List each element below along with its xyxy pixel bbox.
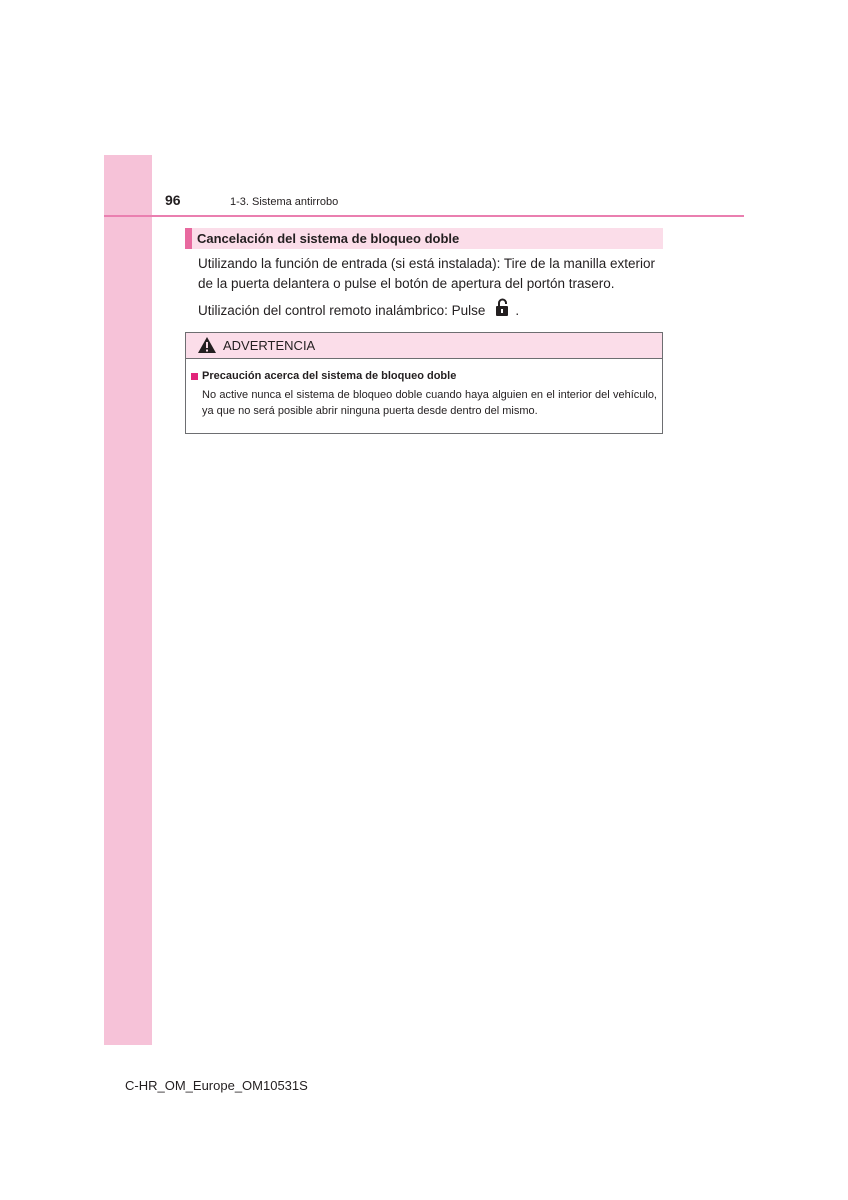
warning-header [186, 333, 662, 359]
page-number: 96 [165, 192, 181, 208]
section-title: Cancelación del sistema de bloqueo doble [197, 231, 460, 246]
header-divider [104, 215, 744, 217]
paragraph-remote-control [198, 298, 668, 323]
heading-accent [185, 228, 192, 249]
section-heading [185, 228, 663, 249]
warning-triangle-icon [197, 336, 217, 359]
warning-item-title: Precaución acerca del sistema de bloqueo doble [202, 370, 457, 382]
warning-box [185, 332, 663, 434]
document-code: C-HR_OM_Europe_OM10531S [125, 1078, 308, 1093]
warning-bullet [191, 373, 198, 380]
warning-item-text: No active nunca el sistema de bloqueo doble cuando haya alguien en el interior del vehículo, ya que no será posible abrir ninguna puerta desde dentro del mismo. [202, 389, 657, 417]
paragraph-remote-text: Utilización del control remoto inalámbrico: Pulse [198, 302, 486, 318]
unlock-icon [495, 298, 509, 323]
section-reference: 1-3. Sistema antirrobo [230, 196, 339, 208]
chapter-side-tab [104, 155, 152, 1045]
paragraph-remote-end: . [515, 302, 520, 318]
warning-label: ADVERTENCIA [223, 338, 316, 353]
paragraph-entry-function: Utilizando la función de entrada (si está instalada): Tire de la manilla exterior de la puerta delantera o pulse el botón de apertura del portón trasero. [198, 256, 655, 291]
